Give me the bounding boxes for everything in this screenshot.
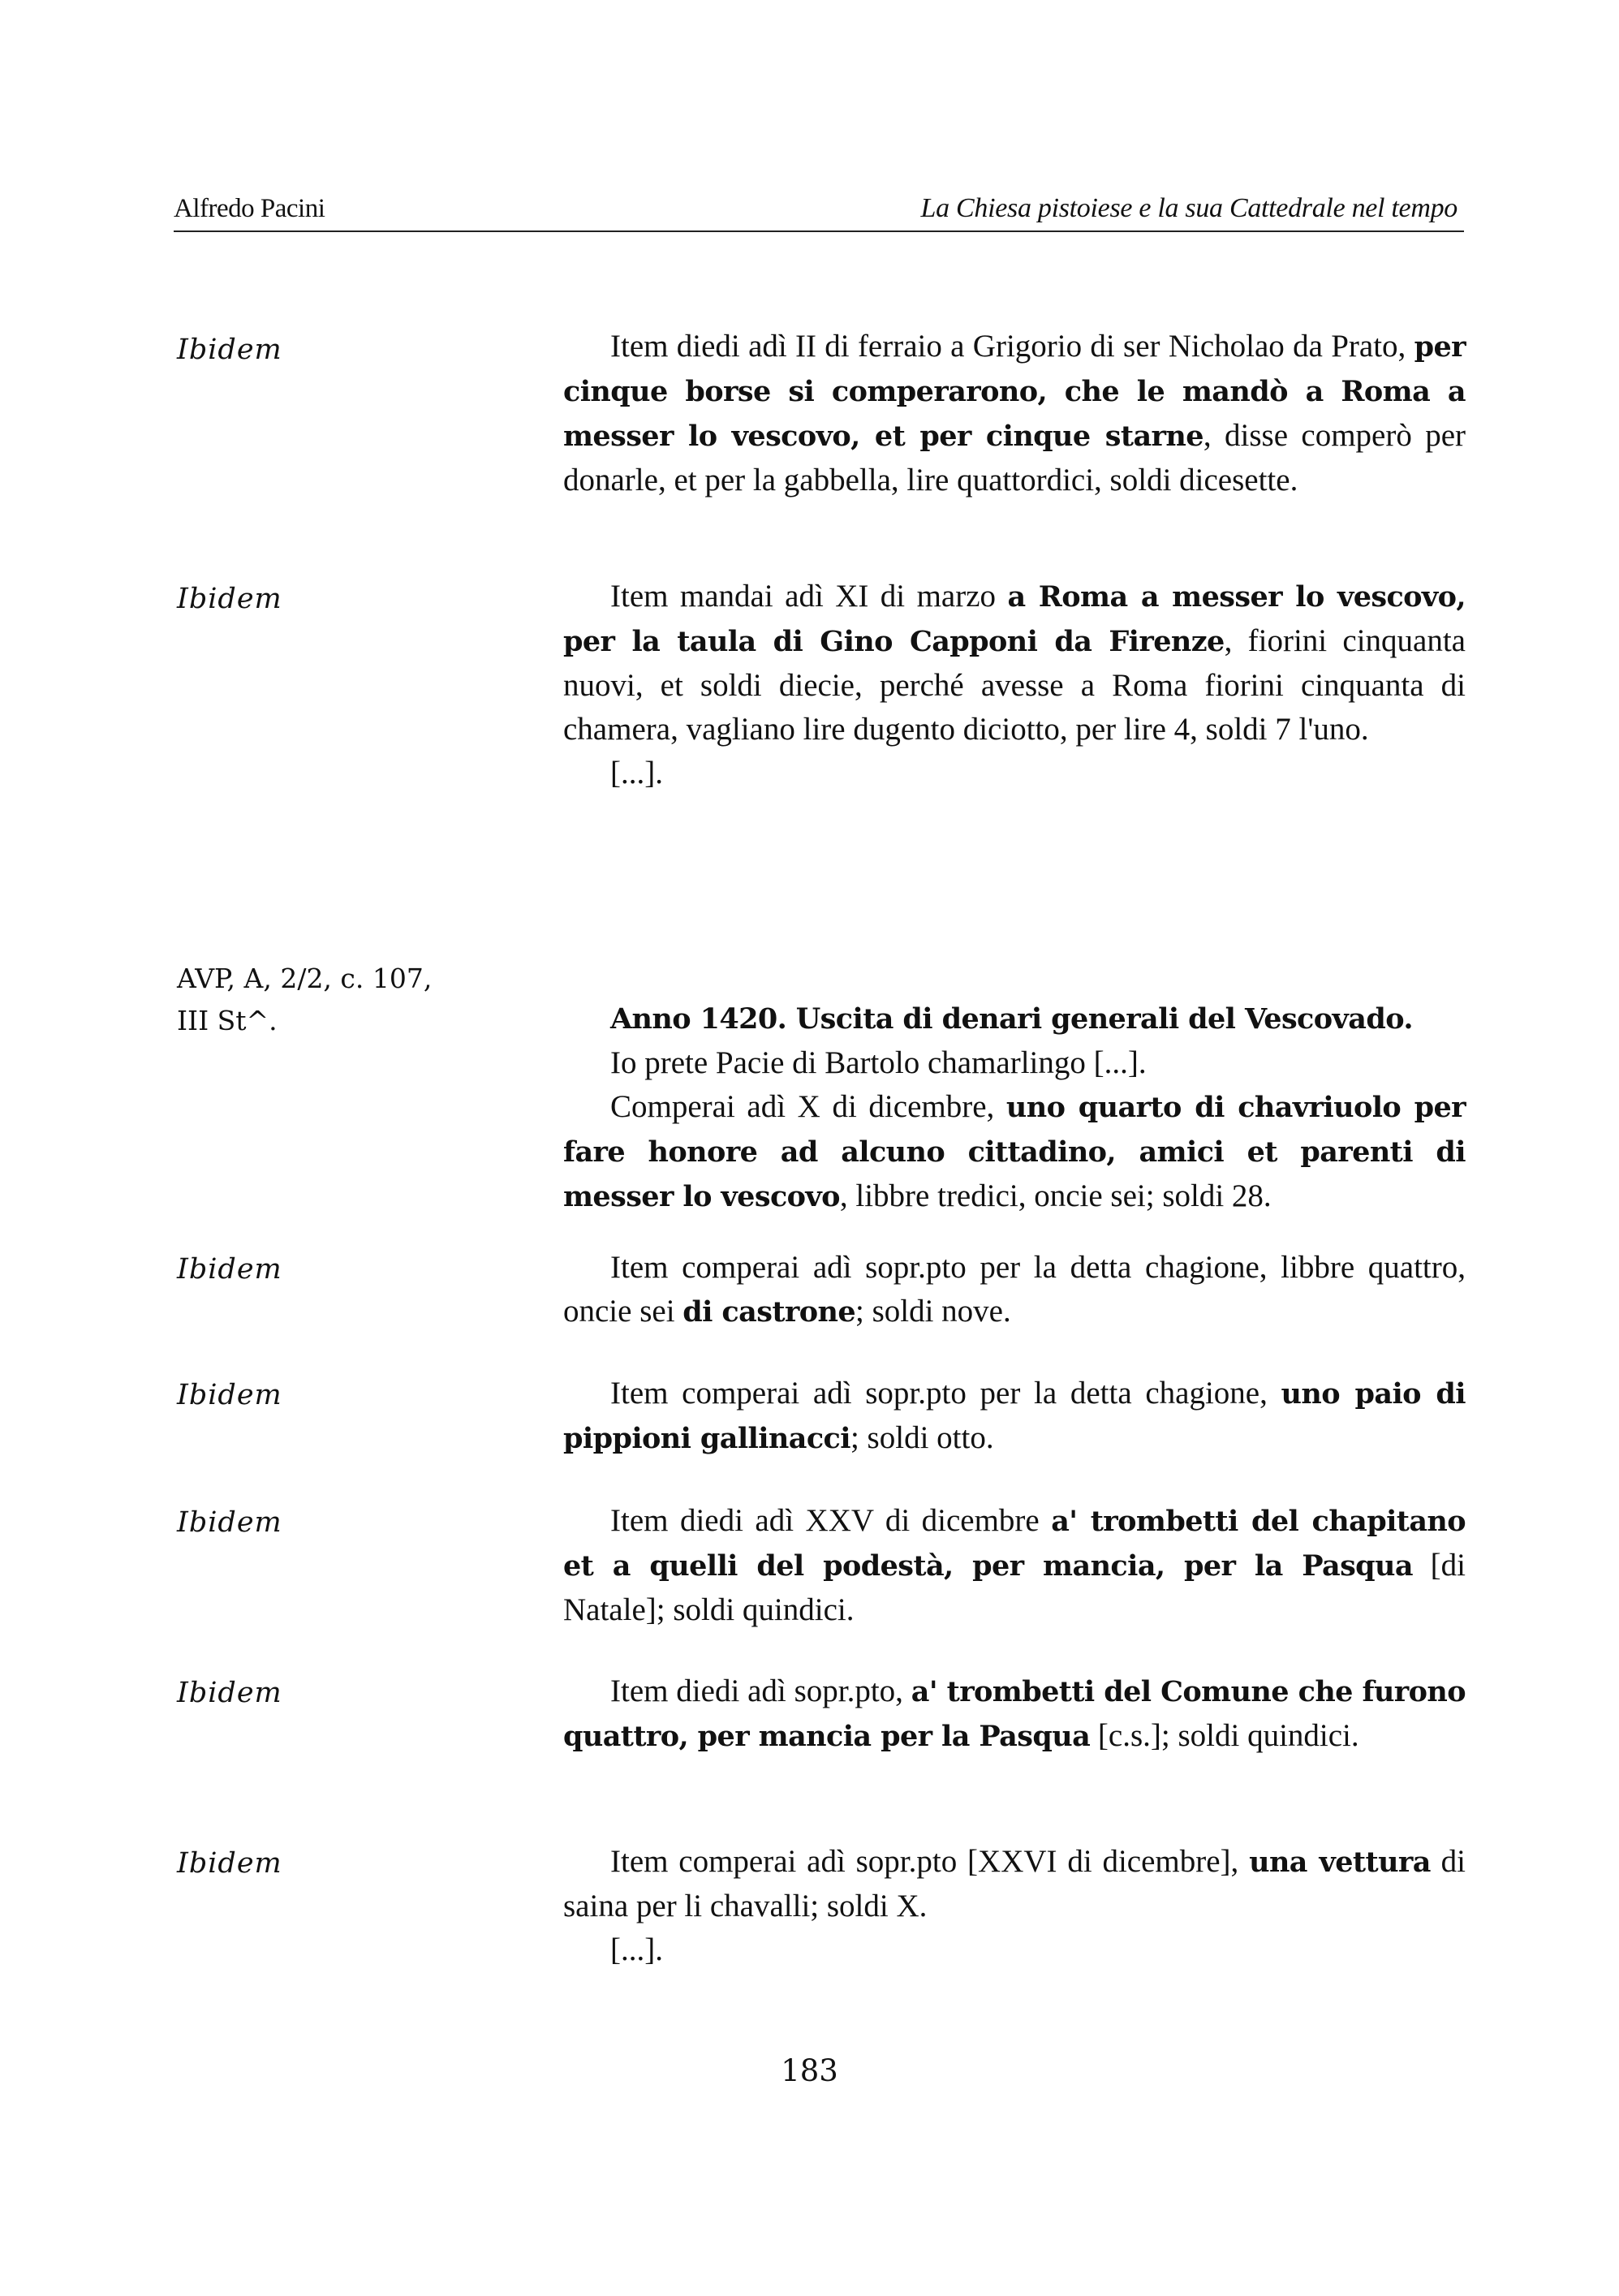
entry-text: Item diedi adì II di ferraio a Grigorio di ser Nicholao da Prato, per cinque borse si comperarono, che le mandò a Roma a messer lo vescovo, et per cinque starne, disse comperò per donarle, et per la gabbella, lire quattordici, soldi dicesette. xyxy=(563,329,1466,498)
source-label: Ibidem xyxy=(177,1847,282,1880)
entry-text: Item comperai adì sopr.pto per la detta chagione, uno paio di pippioni gallinacci; soldi otto. xyxy=(563,1376,1466,1455)
source-label: Ibidem xyxy=(177,1506,282,1539)
header-book-title: La Chiesa pistoiese e la sua Cattedrale nel tempo xyxy=(920,193,1458,223)
source-label: Ibidem xyxy=(177,334,282,366)
source-label: Ibidem xyxy=(177,583,282,615)
entry-text: Item diedi adì sopr.pto, a' trombetti del Comune che furono quattro, per mancia per la Pasqua [c.s.]; soldi quindici. xyxy=(563,1674,1466,1753)
entry-text: Anno 1420. Uscita di denari generali del Vescovado. Io prete Pacie di Bartolo chamarlingo [...]. Comperai adì X di dicembre, uno quarto di chavriuolo per fare honore ad alcuno cittadino, amici et parenti di messer lo vescovo, libbre tredici, oncie sei; soldi 28. xyxy=(563,1002,1466,1213)
entry-text: Item comperai adì sopr.pto [XXVI di dicembre], una vettura di saina per li chavalli; soldi X. [...]. xyxy=(563,1840,1466,1972)
entry-heading: Anno 1420. Uscita di denari generali del Vescovado. xyxy=(610,1002,1413,1036)
entry-text: Item comperai adì sopr.pto per la detta chagione, libbre quattro, oncie sei di castrone; soldi nove. xyxy=(563,1250,1466,1329)
source-label: Ibidem xyxy=(177,1379,282,1411)
archive-reference: AVP, A, 2/2, c. 107, III St^. xyxy=(177,963,433,1036)
header-author: Alfredo Pacini xyxy=(174,194,325,223)
page-number: 183 xyxy=(781,2053,838,2088)
entry-text: Item mandai adì XI di marzo a Roma a messer lo vescovo, per la taula di Gino Capponi da Firenze, fiorini cinquanta nuovi, et soldi diecie, perché avesse a Roma fiorini cinquanta di chamera, vagliano lire dugento diciotto, per lire 4, soldi 7 l'uno. [...]. xyxy=(563,575,1466,795)
running-header xyxy=(174,188,1464,232)
source-label: Ibidem xyxy=(177,1253,282,1286)
source-label: Ibidem xyxy=(177,1677,282,1709)
omission-mark: [...]. xyxy=(610,756,663,790)
omission-mark: [...]. xyxy=(610,1932,663,1967)
entry-text: Item diedi adì XXV di dicembre a' trombetti del chapitano et a quelli del podestà, per mancia, per la Pasqua [di Natale]; soldi quindici. xyxy=(563,1503,1466,1627)
